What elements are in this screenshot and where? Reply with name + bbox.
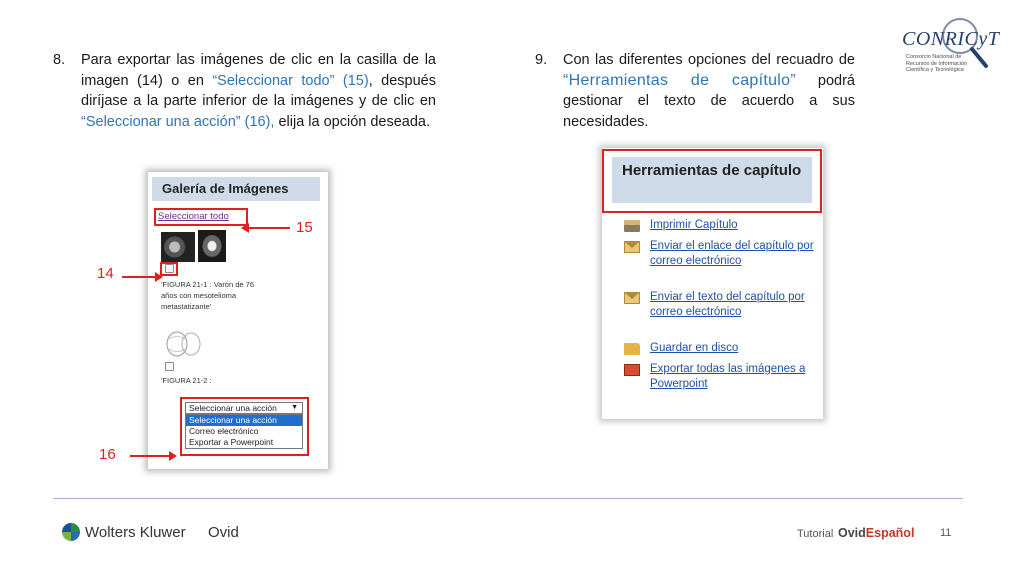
step-9-text: Con las diferentes opciones del recuadro de “Herramientas de capítulo” podrá gestionar el texto de acuerdo a sus necesidades.	[563, 52, 855, 130]
conricyt-logo	[898, 12, 998, 76]
chapter-tools-title: Herramientas de capítulo	[612, 157, 812, 203]
dropdown-value: Seleccionar una acción	[189, 403, 277, 413]
step-9	[535, 50, 860, 135]
callout-15-arrow	[248, 227, 290, 229]
callout-16-label: 16	[99, 446, 116, 463]
select-action-reference: “Seleccionar una acción” (16),	[81, 113, 275, 130]
ovid-espanol-logo: OvidEspañol	[838, 526, 915, 540]
figure-21-2-thumbnail[interactable]	[161, 329, 205, 359]
figure-21-1-thumbnails[interactable]	[161, 230, 227, 262]
step-8-number: 8.	[53, 52, 66, 68]
chest-xray-image	[198, 230, 226, 262]
step-8	[53, 50, 438, 155]
callout-14-label: 14	[97, 265, 114, 282]
conricyt-wordmark: CONRICyT	[902, 28, 1000, 50]
conricyt-subtitle: Consorcio Nacional de Recursos de Información Científica y Tecnológica	[906, 54, 968, 73]
envelope-icon	[624, 241, 640, 253]
select-all-highlight	[154, 208, 248, 226]
email-chapter-text-link[interactable]: Enviar el texto del capítulo por correo electrónico	[624, 290, 814, 319]
option-email[interactable]: Correo electrónico	[189, 426, 259, 436]
step-9-number: 9.	[535, 52, 548, 68]
ct-scan-image	[161, 232, 195, 262]
powerpoint-icon	[624, 364, 640, 376]
page-number: 11	[940, 527, 952, 539]
callout-15-label: 15	[296, 219, 313, 236]
callout-16-arrow	[130, 455, 170, 457]
wolters-kluwer-logo-icon	[62, 523, 80, 541]
figure-caption-1: 'FIGURA 21-1 : Varón de 76 años con mesotelioma metastatizante'	[161, 280, 255, 311]
tutorial-label: Tutorial	[797, 528, 834, 540]
chapter-tools-reference: “Herramientas de capítulo”	[563, 71, 796, 89]
chevron-down-icon: ▼	[291, 404, 298, 411]
folder-icon	[624, 343, 640, 355]
gallery-title: Galería de Imágenes	[152, 177, 320, 201]
figure-caption-2: 'FIGURA 21-2 :	[161, 376, 212, 385]
select-all-link[interactable]: Seleccionar todo	[158, 211, 229, 222]
print-chapter-link[interactable]: Imprimir Capítulo	[624, 218, 814, 233]
image-checkbox-2[interactable]	[165, 362, 174, 371]
step-8-text: Para exportar las imágenes de clic en la casilla de la imagen (14) o en “Seleccionar todo” (15), después diríjase a la parte inferior de la imágenes y de clic en “Seleccionar una acción” (16), elija la opción deseada.	[81, 52, 436, 130]
ovid-brand: Ovid	[208, 524, 239, 541]
save-to-disk-link[interactable]: Guardar en disco	[624, 341, 814, 356]
envelope-icon	[624, 292, 640, 304]
option-export-powerpoint[interactable]: Exportar a Powerpoint	[189, 437, 274, 447]
footer-divider	[53, 498, 963, 499]
option-select-action[interactable]: Seleccionar una acción	[186, 415, 302, 426]
select-all-reference: “Seleccionar todo” (15)	[212, 72, 369, 89]
callout-14-arrow	[122, 276, 156, 278]
export-images-powerpoint-link[interactable]: Exportar todas las imágenes a Powerpoint	[624, 362, 814, 391]
email-chapter-link-link[interactable]: Enviar el enlace del capítulo por correo electrónico	[624, 239, 814, 268]
dropdown-highlight	[180, 397, 309, 456]
printer-icon	[624, 220, 640, 232]
chapter-tools-highlight	[602, 149, 822, 213]
wolters-kluwer-brand: Wolters Kluwer	[85, 524, 186, 541]
